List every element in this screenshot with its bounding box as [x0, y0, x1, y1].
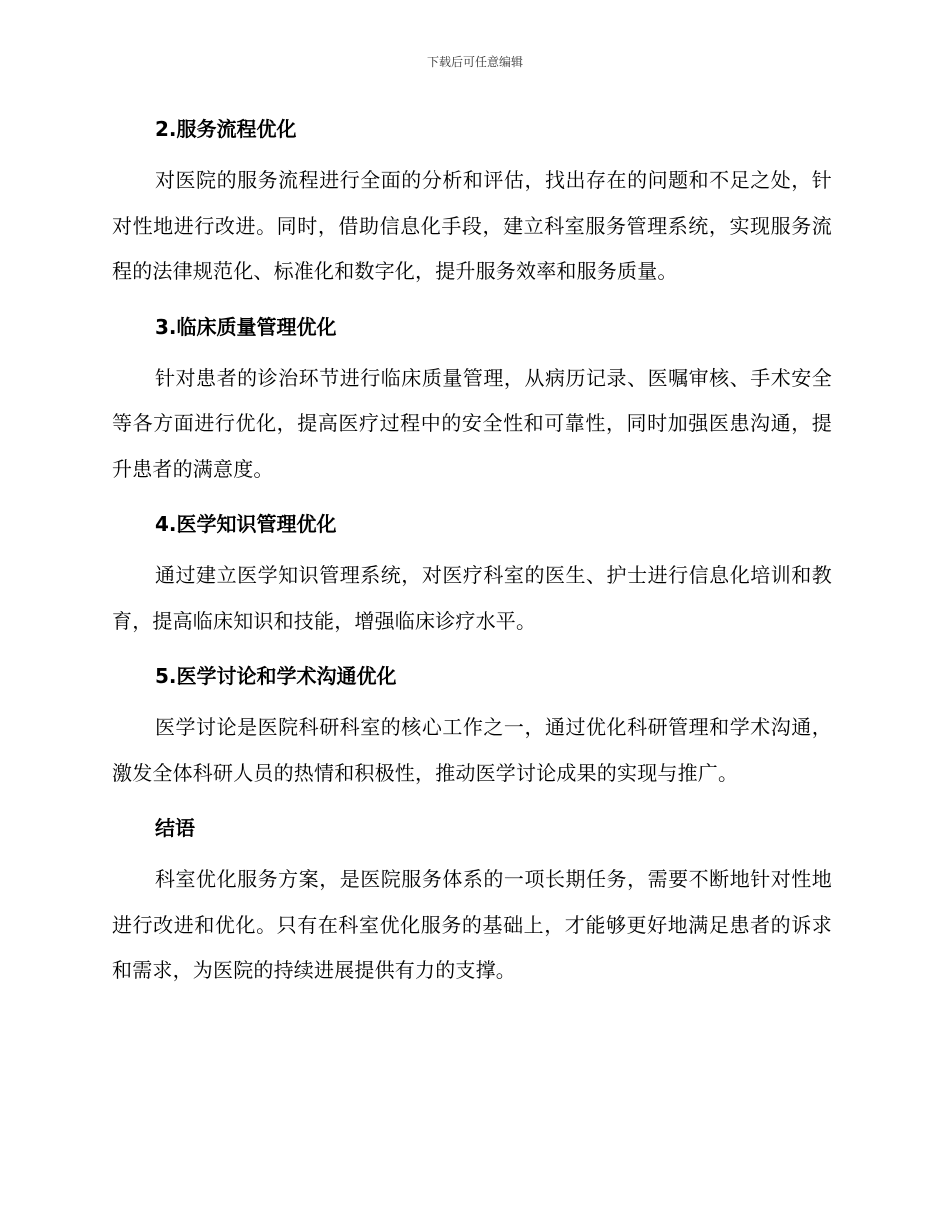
page-header: 下载后可任意编辑	[426, 55, 523, 69]
section-knowledge-management	[112, 507, 832, 659]
section-academic-communication	[112, 659, 832, 811]
section-paragraph: 通过建立医学知识管理系统，对医疗科室的医生、护士进行信息化培训和教育，提高临床知识和技能，增强临床诊疗水平。	[112, 563, 832, 633]
section-paragraph: 对医院的服务流程进行全面的分析和评估，找出存在的问题和不足之处，针对性地进行改进。同时，借助信息化手段，建立科室服务管理系统，实现服务流程的法律规范化、标准化和数字化，提升服务效率和服务质量。	[112, 168, 832, 283]
section-paragraph: 针对患者的诊治环节进行临床质量管理，从病历记录、医嘱审核、手术安全等各方面进行优化，提高医疗过程中的安全性和可靠性，同时加强医患沟通，提升患者的满意度。	[112, 365, 832, 481]
section-heading: 4.医学知识管理优化	[155, 512, 337, 536]
section-heading: 结语	[155, 816, 195, 840]
section-conclusion	[112, 811, 832, 994]
document-body	[112, 112, 832, 994]
section-heading: 5.医学讨论和学术沟通优化	[155, 664, 397, 688]
section-paragraph: 医学讨论是医院科研科室的核心工作之一，通过优化科研管理和学术沟通，激发全体科研人员的热情和积极性，推动医学讨论成果的实现与推广。	[112, 715, 832, 785]
section-clinical-quality	[112, 310, 832, 508]
section-heading: 2.服务流程优化	[155, 117, 297, 141]
section-service-process	[112, 112, 832, 310]
section-heading: 3.临床质量管理优化	[155, 314, 337, 339]
section-paragraph: 科室优化服务方案，是医院服务体系的一项长期任务，需要不断地针对性地进行改进和优化。只有在科室优化服务的基础上，才能够更好地满足患者的诉求和需求，为医院的持续进展提供有力的支撑。	[112, 867, 832, 982]
